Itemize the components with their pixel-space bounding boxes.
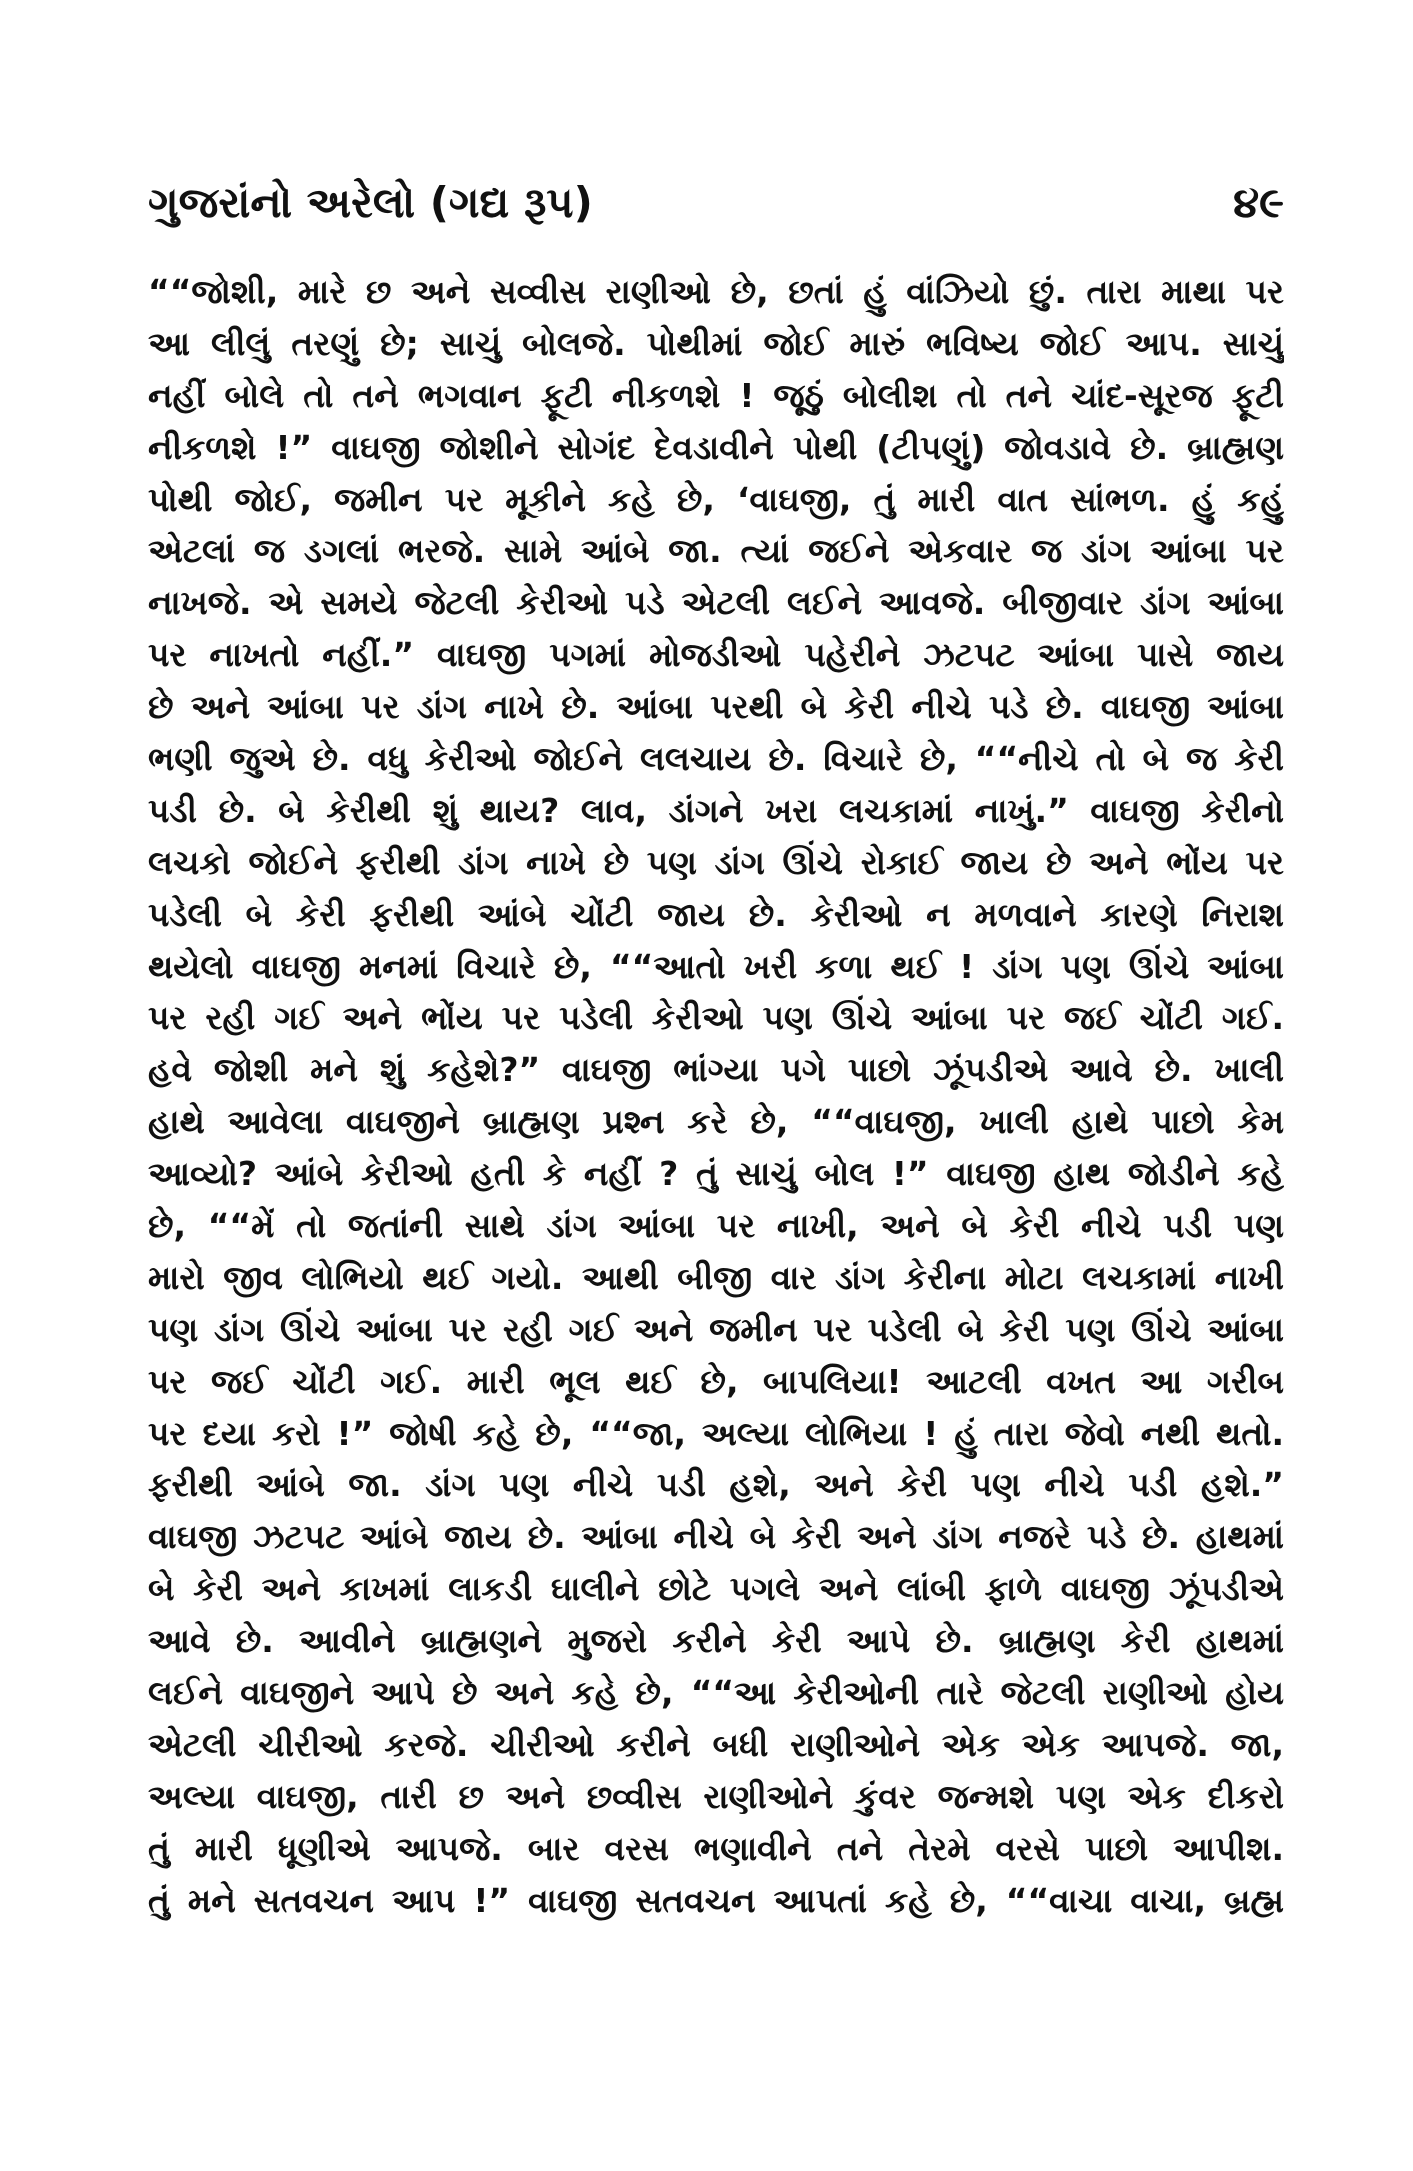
text-line: પર દયા કરો !” જોષી કહે છે, ““જા, અલ્યા લોભિયા ! હું તારા જેવો નથી થતો.: [148, 1413, 1284, 1453]
text-line: પોથી જોઈ, જમીન પર મૂકીને કહે છે, ‘વાઘજી, તું મારી વાત સાંભળ. હું કહું: [148, 479, 1284, 519]
text-line: પણ ડાંગ ઊંચે આંબા પર રહી ગઈ અને જમીન પર પડેલી બે કેરી પણ ઊંચે આંબા: [148, 1309, 1284, 1349]
text-line: તું મારી ધૂણીએ આપજે. બાર વરસ ભણાવીને તને તેરમે વરસે પાછો આપીશ.: [148, 1828, 1284, 1868]
text-line: થયેલો વાઘજી મનમાં વિચારે છે, ““આતો ખરી કળા થઈ ! ડાંગ પણ ઊંચે આંબા: [148, 946, 1284, 986]
text-line: આવ્યો? આંબે કેરીઓ હતી કે નહીં ? તું સાચું બોલ !” વાઘજી હાથ જોડીને કહે: [148, 1154, 1284, 1194]
text-line: એટલી ચીરીઓ કરજે. ચીરીઓ કરીને બધી રાણીઓને એક એક આપજે. જા,: [148, 1724, 1284, 1764]
text-line: નીકળશે !” વાઘજી જોશીને સોગંદ દેવડાવીને પોથી (ટીપણું) જોવડાવે છે. બ્રાહ્મણ: [148, 427, 1284, 467]
text-line: પડેલી બે કેરી ફરીથી આંબે ચોંટી જાય છે. કેરીઓ ન મળવાને કારણે નિરાશ: [148, 894, 1284, 934]
text-line: આ લીલું તરણું છે; સાચું બોલજે. પોથીમાં જોઈ મારું ભવિષ્ય જોઈ આપ. સાચું: [148, 323, 1284, 363]
text-line: અલ્યા વાઘજી, તારી છ અને છવ્વીસ રાણીઓને કુંવર જન્મશે પણ એક દીકરો: [148, 1776, 1284, 1816]
text-line: તું મને સતવચન આપ !” વાઘજી સતવચન આપતાં કહે છે, ““વાચા વાચા, બ્રહ્મ: [148, 1880, 1284, 1920]
text-line: પર રહી ગઈ અને ભોંય પર પડેલી કેરીઓ પણ ઊંચે આંબા પર જઈ ચોંટી ગઈ.: [148, 998, 1284, 1038]
text-line: પર નાખતો નહીં.” વાઘજી પગમાં મોજડીઓ પહેરીને ઝટપટ આંબા પાસે જાય: [148, 635, 1284, 675]
text-line: ““જોશી, મારે છ અને સવ્વીસ રાણીઓ છે, છતાં હું વાંઝિયો છું. તારા માથા પર: [148, 272, 1284, 311]
text-line: લઈને વાઘજીને આપે છે અને કહે છે, ““આ કેરીઓની તારે જેટલી રાણીઓ હોય: [148, 1673, 1284, 1713]
text-line: લચકો જોઈને ફરીથી ડાંગ નાખે છે પણ ડાંગ ઊંચે રોકાઈ જાય છે અને ભોંય પર: [148, 842, 1284, 882]
text-line: હાથે આવેલા વાઘજીને બ્રાહ્મણ પ્રશ્ન કરે છે, ““વાઘજી, ખાલી હાથે પાછો કેમ: [148, 1102, 1284, 1142]
text-line: આવે છે. આવીને બ્રાહ્મણને મુજરો કરીને કેરી આપે છે. બ્રાહ્મણ કેરી હાથમાં: [148, 1621, 1284, 1661]
text-line: હવે જોશી મને શું કહેશે?” વાઘજી ભાંગ્યા પગે પાછો ઝૂંપડીએ આવે છે. ખાલી: [148, 1050, 1284, 1090]
text-line: ભણી જુએ છે. વધુ કેરીઓ જોઈને લલચાય છે. વિચારે છે, ““નીચે તો બે જ કેરી: [148, 739, 1284, 779]
text-line: પડી છે. બે કેરીથી શું થાય? લાવ, ડાંગને ખરા લચકામાં નાખું.” વાઘજી કેરીનો: [148, 790, 1284, 830]
body-text: [148, 266, 1284, 1927]
text-line: બે કેરી અને કાખમાં લાકડી ઘાલીને છોટે પગલે અને લાંબી ફાળે વાઘજી ઝૂંપડીએ: [148, 1569, 1284, 1609]
text-line: એટલાં જ ડગલાં ભરજે. સામે આંબે જા. ત્યાં જઈને એકવાર જ ડાંગ આંબા પર: [148, 531, 1284, 571]
text-line: છે, ““મેં તો જતાંની સાથે ડાંગ આંબા પર નાખી, અને બે કેરી નીચે પડી પણ: [148, 1206, 1284, 1246]
text-line: મારો જીવ લોભિયો થઈ ગયો. આથી બીજી વાર ડાંગ કેરીના મોટા લચકામાં નાખી: [148, 1257, 1284, 1297]
text-line: નાખજે. એ સમયે જેટલી કેરીઓ પડે એટલી લઈને આવજે. બીજીવાર ડાંગ આંબા: [148, 583, 1284, 623]
running-title: ગુજરાંનો અરેલો (ગદ્ય રૂપ): [148, 178, 593, 227]
text-line: ફરીથી આંબે જા. ડાંગ પણ નીચે પડી હશે, અને કેરી પણ નીચે પડી હશે.”: [148, 1465, 1284, 1505]
text-line: વાઘજી ઝટપટ આંબે જાય છે. આંબા નીચે બે કેરી અને ડાંગ નજરે પડે છે. હાથમાં: [148, 1517, 1284, 1557]
text-line: છે અને આંબા પર ડાંગ નાખે છે. આંબા પરથી બે કેરી નીચે પડે છે. વાઘજી આંબા: [148, 687, 1284, 727]
page-number: ૪૯: [1233, 178, 1284, 227]
running-header: [148, 168, 1284, 248]
text-line: નહીં બોલે તો તને ભગવાન ફૂટી નીકળશે ! જૂઠું બોલીશ તો તને ચાંદ-સૂરજ ફૂટી: [148, 375, 1284, 415]
text-line: પર જઈ ચોંટી ગઈ. મારી ભૂલ થઈ છે, બાપલિયા! આટલી વખત આ ગરીબ: [148, 1361, 1284, 1401]
